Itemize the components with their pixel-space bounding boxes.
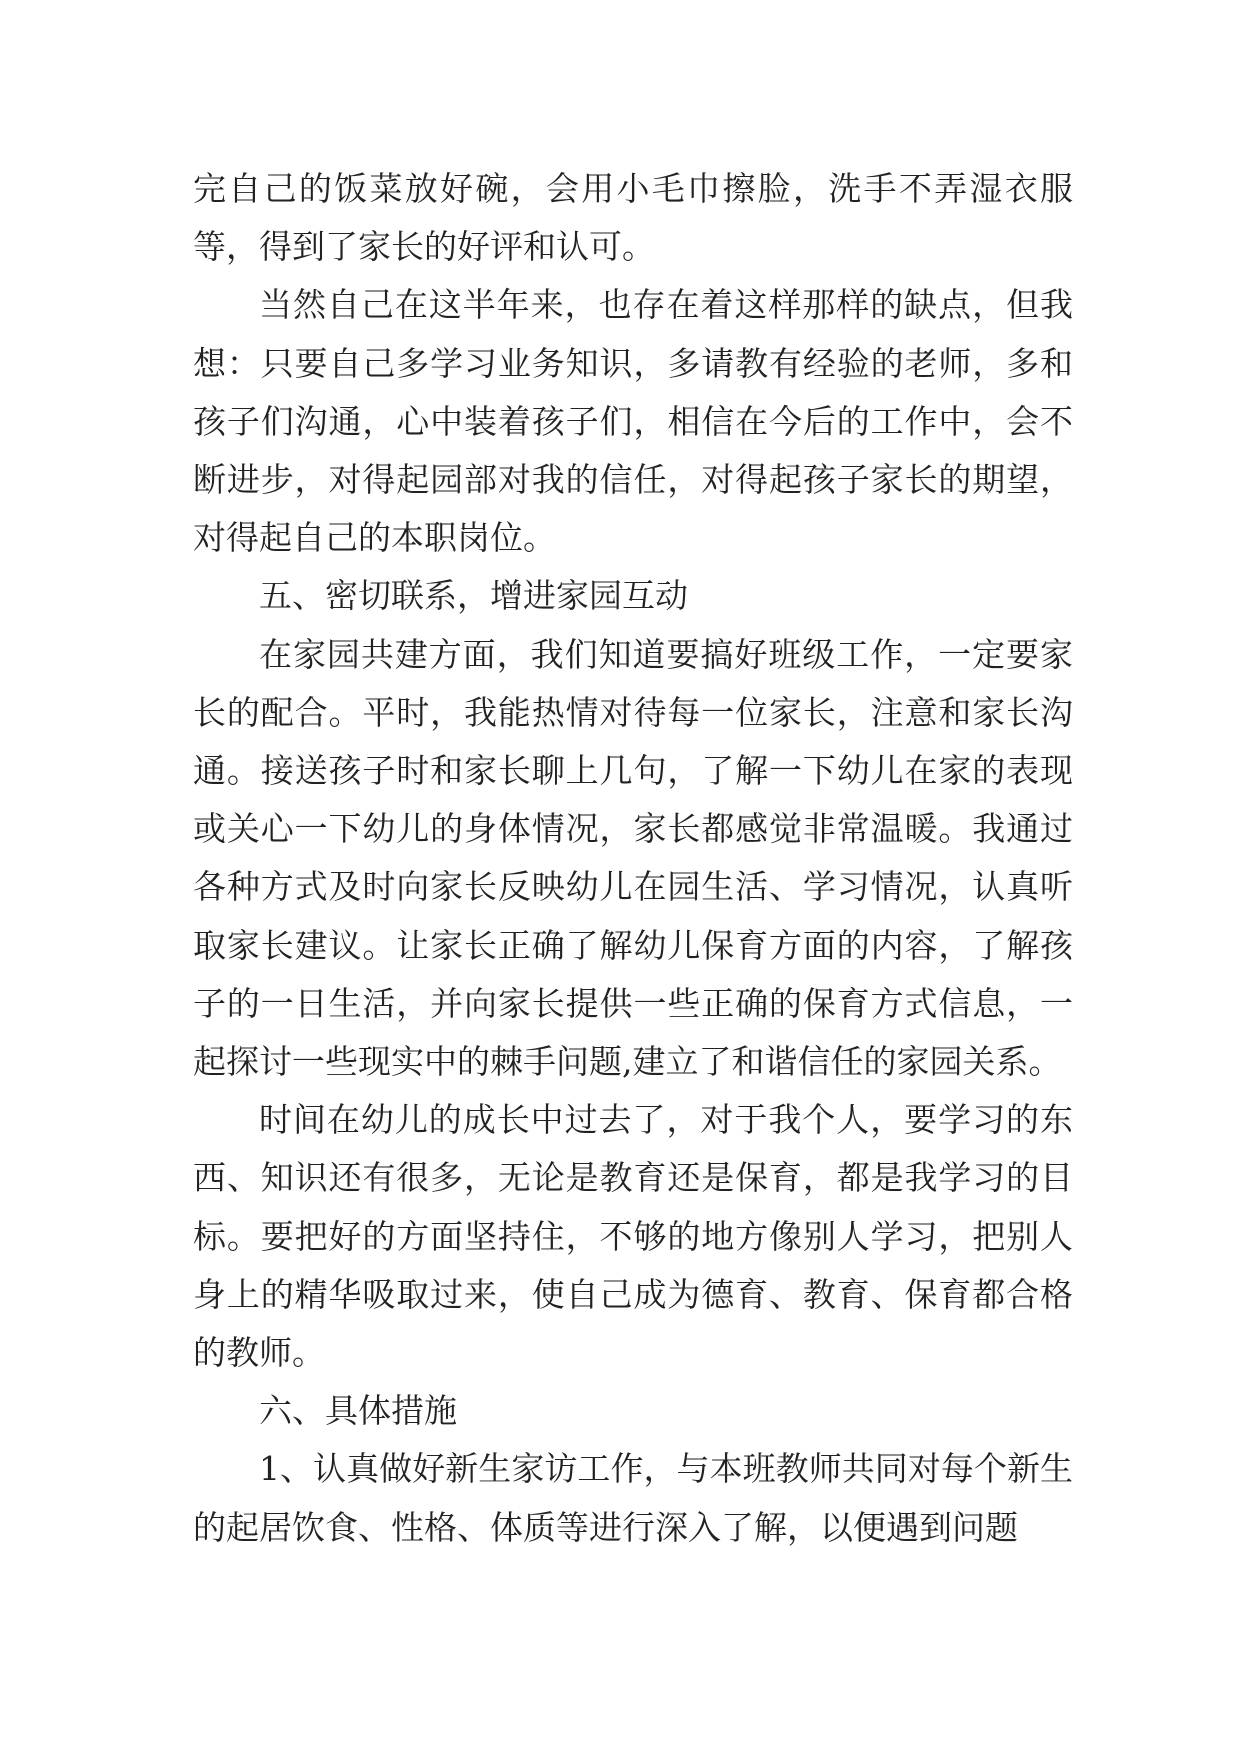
paragraph-measure-1: 1、认真做好新生家访工作，与本班教师共同对每个新生的起居饮食、性格、体质等进行深入了解，以便遇到问题 [193, 1449, 1073, 1547]
paragraph-growth: 时间在幼儿的成长中过去了，对于我个人，要学习的东西、知识还有很多，无论是教育还是保育，都是我学习的目标。要把好的方面坚持住，不够的地方像别人学习，把别人身上的精华吸取过来，使自己成为德育、教育、保育都合格的教师。 [193, 1100, 1073, 1373]
document-body [193, 160, 1073, 1557]
paragraph-home-school: 在家园共建方面，我们知道要搞好班级工作，一定要家长的配合。平时，我能热情对待每一位家长，注意和家长沟通。接送孩子时和家长聊上几句，了解一下幼儿在家的表现或关心一下幼儿的身体情况，家长都感觉非常温暖。我通过各种方式及时向家长反映幼儿在园生活、学习情况，认真听取家长建议。让家长正确了解幼儿保育方面的内容，了解孩子的一日生活，并向家长提供一些正确的保育方式信息，一起探讨一些现实中的棘手问题,建立了和谐信任的家园关系。 [193, 634, 1073, 1082]
section-heading-five: 五、密切联系，增进家园互动 [259, 576, 688, 616]
section-heading-six: 六、具体措施 [259, 1391, 457, 1431]
paragraph-shortcomings: 当然自己在这半年来，也存在着这样那样的缺点，但我想：只要自己多学习业务知识，多请教有经验的老师，多和孩子们沟通，心中装着孩子们，相信在今后的工作中，会不断进步，对得起园部对我的信任，对得起孩子家长的期望，对得起自己的本职岗位。 [193, 285, 1073, 558]
paragraph-continuation: 完自己的饭菜放好碗，会用小毛巾擦脸，洗手不弄湿衣服等，得到了家长的好评和认可。 [193, 169, 1073, 267]
